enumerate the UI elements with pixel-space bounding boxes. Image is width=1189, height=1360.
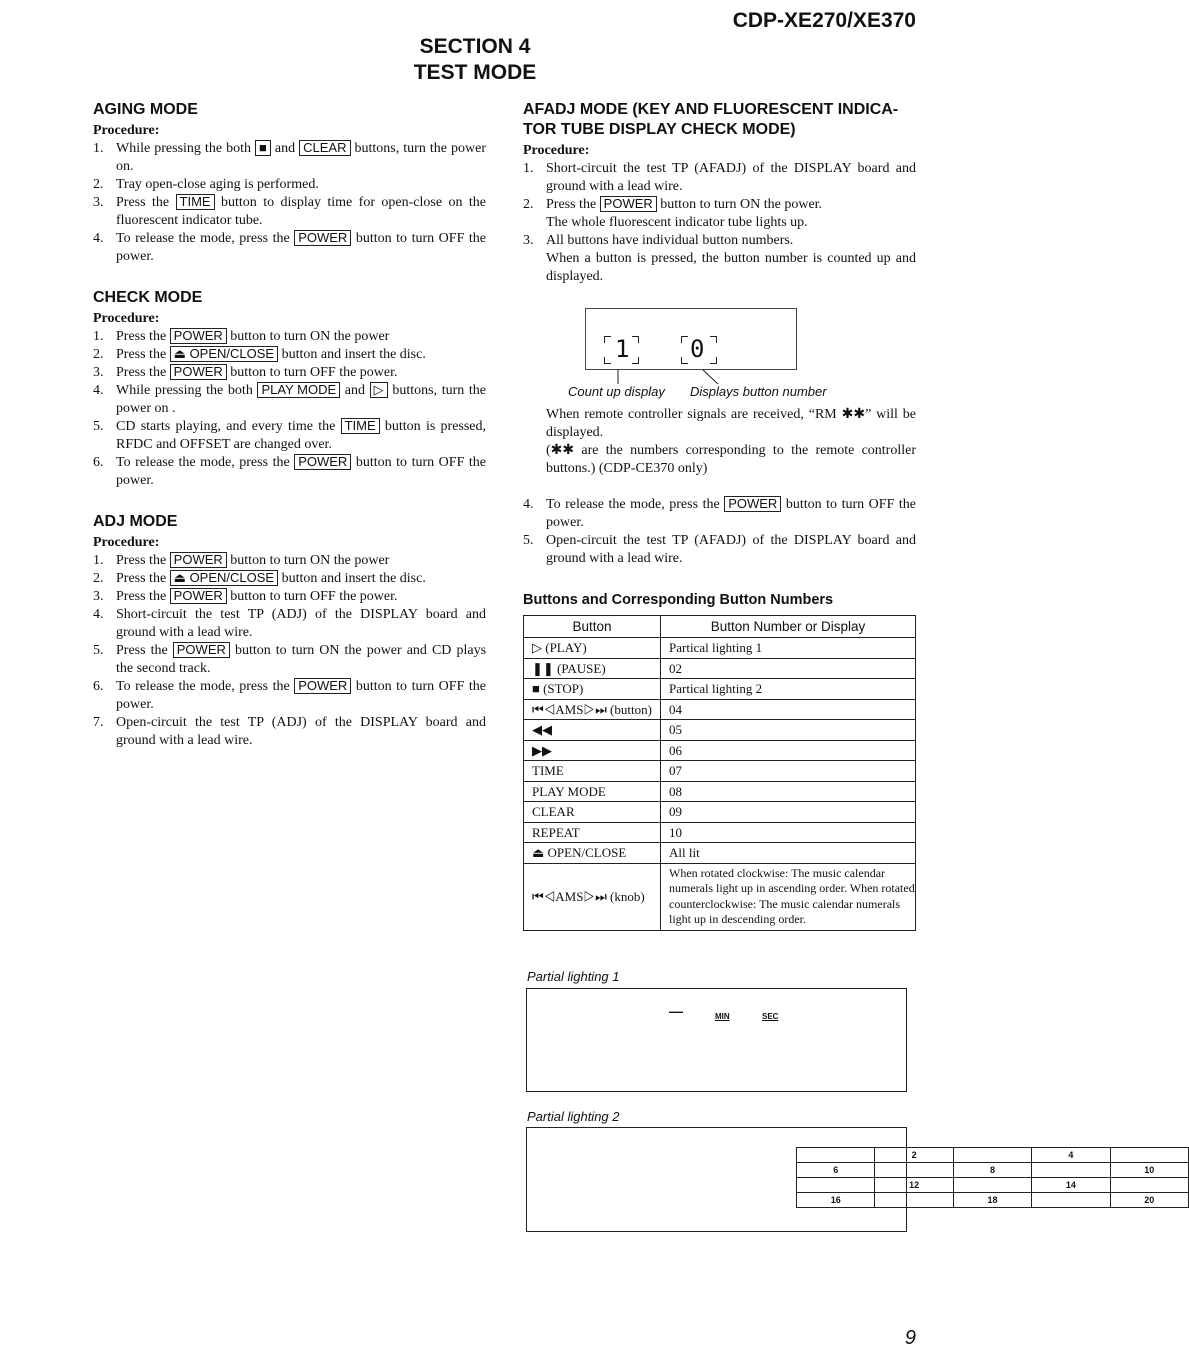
power-key: POWER [170,328,227,344]
procedure-label: Procedure: [93,535,160,550]
list-item: 6. To release the mode, press the POWER button to turn OFF the power. [93,678,486,712]
grid-cell [797,1178,875,1193]
procedure-label: Procedure: [93,311,160,326]
min-indicator: MIN [715,1012,730,1021]
list-item: 2. Press the POWER button to turn ON the power. The whole fluorescent indicator tube lights up. [523,196,823,230]
list-item: 7. Open-circuit the test TP (ADJ) of the DISPLAY board and ground with a lead wire. [93,715,486,748]
partial-lighting-2-label: Partial lighting 2 [527,1109,620,1124]
list-item: 2. Tray open-close aging is performed. [93,177,319,192]
left-column [93,100,486,750]
table-row [524,863,916,930]
list-item: 4. Short-circuit the test TP (ADJ) of the DISPLAY board and ground with a lead wire. [93,607,486,640]
table-row [524,740,916,761]
power-key: POWER [170,588,227,604]
table-cell: ■ (STOP) [524,679,661,700]
display-captions [523,370,916,400]
power-key: POWER [294,678,351,694]
grid-cell [953,1178,1031,1193]
open-close-key: ⏏ OPEN/CLOSE [170,570,278,586]
table-cell: ⏮◁AMS▷⏭ (button) [524,699,661,720]
fluorescent-display-diagram [585,308,797,370]
table-row [524,638,916,659]
list-item: 1. While pressing the both ■ and CLEAR buttons, turn the power on. [93,140,486,174]
grid-cell [1110,1178,1188,1193]
list-item: 6. To release the mode, press the POWER button to turn OFF the power. [93,454,486,488]
aging-steps [93,140,486,266]
table-row [524,761,916,782]
table-cell: ⏏ OPEN/CLOSE [524,843,661,864]
table-cell: ▷ (PLAY) [524,638,661,659]
music-calendar-grid [796,1147,1189,1208]
table-row [524,822,916,843]
aging-mode-title: AGING MODE [93,101,198,118]
table-cell: CLEAR [524,802,661,823]
table-cell: When rotated clockwise: The music calendar numerals light up in ascending order. When rotated counterclockwise: The music calendar numerals light up in descending order. [661,863,916,930]
grid-cell: 2 [875,1148,953,1163]
grid-cell: 18 [953,1193,1031,1208]
power-key: POWER [724,496,781,512]
grid-cell [797,1148,875,1163]
table-cell: REPEAT [524,822,661,843]
list-item: 5. Open-circuit the test TP (AFADJ) of the DISPLAY board and ground with a lead wire. [523,533,916,566]
remote-note-detail: (✱✱ are the numbers corresponding to the remote controller buttons.) (CDP-CE370 only) [546,443,916,476]
afadj-mode-title: AFADJ MODE (KEY AND FLUORESCENT INDICA-TOR TUBE DISPLAY CHECK MODE) [523,101,899,138]
power-key: POWER [170,364,227,380]
list-item: 1. Press the POWER button to turn ON the power [93,328,390,344]
table-cell: 06 [661,740,916,761]
grid-cell: 10 [1110,1163,1188,1178]
grid-cell: 4 [1032,1148,1110,1163]
sec-indicator: SEC [762,1012,779,1021]
power-key: POWER [600,196,657,212]
table-row [524,781,916,802]
afadj-steps-continued [523,496,916,568]
partial-lighting-2-diagram [526,1127,1155,1232]
section-number: SECTION 4 [419,35,531,58]
play-key: ▷ [370,382,388,398]
grid-cell: 8 [953,1163,1031,1178]
list-item: 3. Press the TIME button to display time for open-close on the fluorescent indicator tube. [93,194,487,228]
count-up-caption: Count up display [568,384,665,399]
table-row [524,699,916,720]
adj-mode-title: ADJ MODE [93,513,178,530]
button-number-table [523,615,916,931]
list-item: 4. To release the mode, press the POWER button to turn OFF the power. [93,230,486,264]
table-header-row [524,616,916,638]
grid-cell [1032,1163,1110,1178]
model-number: CDP-XE270/XE370 [732,9,916,32]
grid-cell: 14 [1032,1178,1110,1193]
clear-key: CLEAR [299,140,350,156]
power-key: POWER [173,642,230,658]
list-item: 2. Press the ⏏ OPEN/CLOSE button and insert the disc. [93,346,426,362]
column-header: Button [524,616,661,638]
button-number-caption: Displays button number [690,384,827,399]
remote-note: When remote controller signals are received, “RM ✱✱” will be displayed. [546,407,916,440]
grid-cell [1110,1148,1188,1163]
list-item: 5. Press the POWER button to turn ON the power and CD plays the second track. [93,642,487,676]
table-cell: ❚❚ (PAUSE) [524,658,661,679]
table-row [524,679,916,700]
list-item: 1. Press the POWER button to turn ON the power [93,552,390,568]
list-item: 3. Press the POWER button to turn OFF the power. [93,588,398,604]
list-item: 3. Press the POWER button to turn OFF the power. [93,364,398,380]
table-cell: ◀◀ [524,720,661,741]
grid-cell: 6 [797,1163,875,1178]
table-row [524,843,916,864]
button-number-digit: 0 [690,335,705,363]
table-row [524,802,916,823]
table-cell: TIME [524,761,661,782]
grid-cell: 16 [797,1193,875,1208]
table-cell: ▶▶ [524,740,661,761]
section-heading [0,34,950,86]
power-key: POWER [294,454,351,470]
table-cell: All lit [661,843,916,864]
table-cell: 09 [661,802,916,823]
open-close-key: ⏏ OPEN/CLOSE [170,346,278,362]
list-item: 3. All buttons have individual button numbers. When a button is pressed, the button number is counted up and displayed. [523,233,916,284]
adj-steps [93,552,486,750]
afadj-steps [523,160,916,286]
grid-cell [875,1163,953,1178]
partial-lighting-1-diagram [526,988,907,1092]
right-column [523,100,916,931]
table-cell: 02 [661,658,916,679]
table-title: Buttons and Corresponding Button Numbers [523,592,834,608]
table-row [524,658,916,679]
list-item: 1. Short-circuit the test TP (AFADJ) of the DISPLAY board and ground with a lead wire. [523,161,916,194]
play-mode-key: PLAY MODE [257,382,340,398]
power-key: POWER [294,230,351,246]
power-key: POWER [170,552,227,568]
check-mode-title: CHECK MODE [93,289,203,306]
stop-key: ■ [255,140,271,156]
section-title: TEST MODE [413,61,537,84]
count-up-digit: 1 [615,335,630,363]
table-cell: PLAY MODE [524,781,661,802]
page-number: 9 [904,1327,916,1349]
table-cell: Partical lighting 2 [661,679,916,700]
table-cell: 07 [661,761,916,782]
table-cell: ⏮◁AMS▷⏭ (knob) [524,863,661,930]
column-header: Button Number or Display [661,616,916,638]
table-cell: 08 [661,781,916,802]
list-item: 2. Press the ⏏ OPEN/CLOSE button and insert the disc. [93,570,426,586]
list-item: 5. CD starts playing, and every time the TIME button is pressed, RFDC and OFFSET are changed over. [93,418,487,452]
grid-cell: 20 [1110,1193,1188,1208]
procedure-label: Procedure: [93,123,160,138]
grid-cell [1032,1193,1110,1208]
grid-cell: 12 [875,1178,953,1193]
dash-segment: — [669,1003,683,1019]
time-key: TIME [341,418,380,434]
partial-lighting-1-label: Partial lighting 1 [527,969,620,984]
list-item: 4. While pressing the both PLAY MODE and ▷ buttons, turn the power on . [93,382,487,416]
table-cell: 04 [661,699,916,720]
table-cell: 10 [661,822,916,843]
table-cell: Partical lighting 1 [661,638,916,659]
table-row [524,720,916,741]
grid-cell [875,1193,953,1208]
check-steps [93,328,486,490]
list-item: 4. To release the mode, press the POWER button to turn OFF the power. [523,496,916,530]
table-cell: 05 [661,720,916,741]
grid-cell [953,1148,1031,1163]
procedure-label: Procedure: [523,143,590,158]
time-key: TIME [176,194,215,210]
